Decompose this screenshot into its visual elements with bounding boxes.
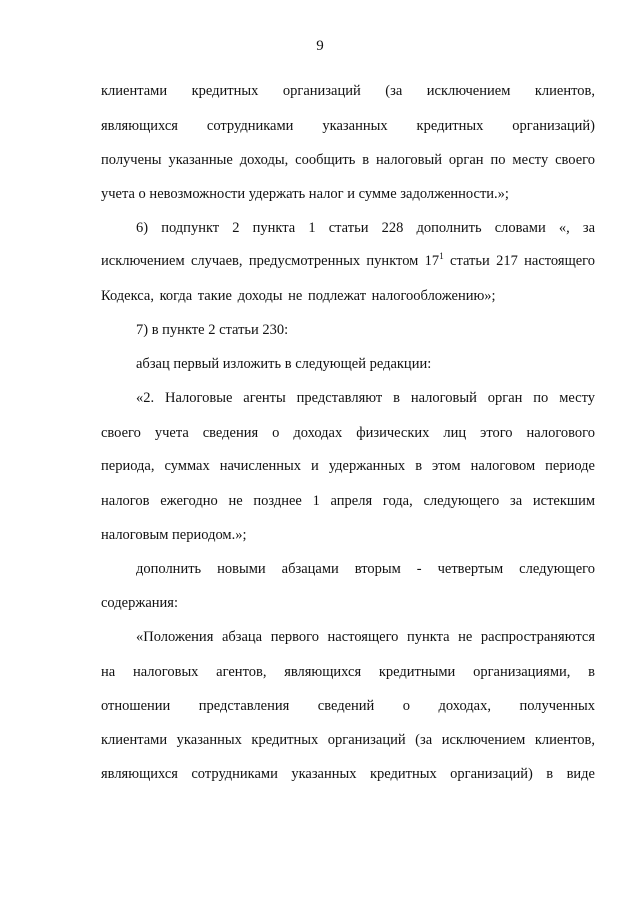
superscript: 1 bbox=[439, 251, 444, 261]
text-line: абзац первый изложить в следующей редакции: bbox=[136, 356, 432, 372]
text-line: своего учета сведения о доходах физических лиц этого налогового bbox=[101, 425, 595, 441]
text-line: дополнить новыми абзацами вторым - четвертым следующего bbox=[136, 561, 595, 577]
text-line: клиентами кредитных организаций (за исключением клиентов, bbox=[101, 83, 595, 99]
text-line: 6) подпункт 2 пункта 1 статьи 228 дополнить словами «, за bbox=[136, 220, 595, 236]
text-line-with-superscript bbox=[101, 252, 595, 270]
text-line: «Положения абзаца первого настоящего пункта не распространяются bbox=[136, 629, 595, 645]
text-line: содержания: bbox=[101, 595, 179, 611]
text-line: 7) в пункте 2 статьи 230: bbox=[136, 322, 289, 338]
text-segment: статьи 217 настоящего bbox=[443, 253, 596, 269]
text-line: периода, суммах начисленных и удержанных в этом налоговом периоде bbox=[101, 458, 595, 474]
text-line: клиентами указанных кредитных организаций (за исключением клиентов, bbox=[101, 732, 595, 748]
text-line: являющихся сотрудниками указанных кредитных организаций) в виде bbox=[101, 766, 595, 782]
text-line: являющихся сотрудниками указанных кредитных организаций) bbox=[101, 118, 595, 134]
text-line: налоговым периодом.»; bbox=[101, 527, 247, 543]
text-line: налогов ежегодно не позднее 1 апреля года, следующего за истекшим bbox=[101, 493, 595, 509]
text-line: отношении представления сведений о доходах, полученных bbox=[101, 698, 595, 714]
text-line: на налоговых агентов, являющихся кредитными организациями, в bbox=[101, 664, 595, 680]
page-number: 9 bbox=[316, 38, 324, 54]
text-segment: исключением случаев, предусмотренных пунктом 17 bbox=[101, 253, 440, 269]
text-line: учета о невозможности удержать налог и сумме задолженности.»; bbox=[101, 186, 509, 202]
text-line: Кодекса, когда такие доходы не подлежат налогообложению»; bbox=[101, 288, 496, 304]
text-line: получены указанные доходы, сообщить в налоговый орган по месту своего bbox=[101, 152, 595, 168]
text-line: «2. Налоговые агенты представляют в налоговый орган по месту bbox=[136, 390, 595, 406]
